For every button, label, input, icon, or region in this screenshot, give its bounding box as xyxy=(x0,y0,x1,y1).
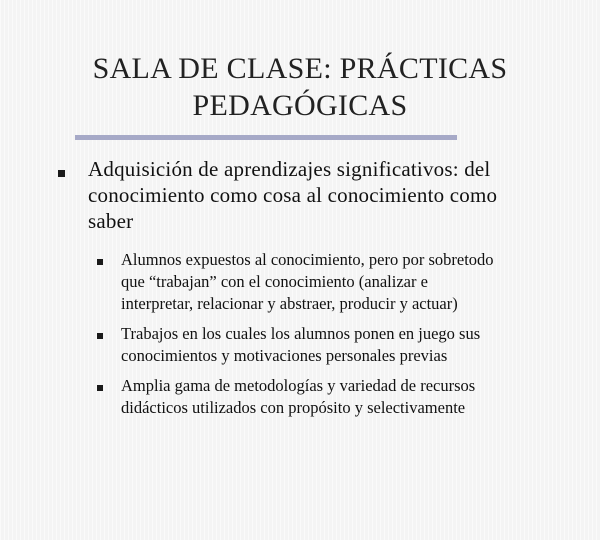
square-bullet-icon xyxy=(97,333,103,339)
sub-bullet-text xyxy=(121,249,581,315)
square-bullet-icon xyxy=(97,259,103,265)
main-bullet-text xyxy=(88,156,568,234)
main-bullet-line: conocimiento como cosa al conocimiento como xyxy=(88,183,498,207)
sub-bullet-line: que “trabajan” con el conocimiento (analizar e xyxy=(121,272,428,291)
slide-title xyxy=(40,50,560,124)
sub-bullet-line: interpretar, relacionar y abstraer, producir y actuar) xyxy=(121,294,458,313)
sub-bullet-text xyxy=(121,375,581,419)
main-bullet-line: saber xyxy=(88,209,134,233)
slide-title-line: SALA DE CLASE: PRÁCTICAS xyxy=(92,52,508,85)
sub-bullet-line: Trabajos en los cuales los alumnos ponen en juego sus xyxy=(121,324,481,343)
sub-bullet-line: didácticos utilizados con propósito y selectivamente xyxy=(121,398,466,417)
title-underline-rule xyxy=(75,135,457,140)
slide-title-line: PEDAGÓGICAS xyxy=(192,89,408,122)
square-bullet-icon xyxy=(97,385,103,391)
sub-bullet-line: conocimientos y motivaciones personales previas xyxy=(121,346,448,365)
main-bullet-line: Adquisición de aprendizajes significativos: del xyxy=(88,157,491,181)
square-bullet-icon xyxy=(58,170,65,177)
sub-bullet-text xyxy=(121,323,581,367)
sub-bullet-line: Alumnos expuestos al conocimiento, pero por sobretodo xyxy=(121,250,494,269)
sub-bullet-line: Amplia gama de metodologías y variedad de recursos xyxy=(121,376,476,395)
